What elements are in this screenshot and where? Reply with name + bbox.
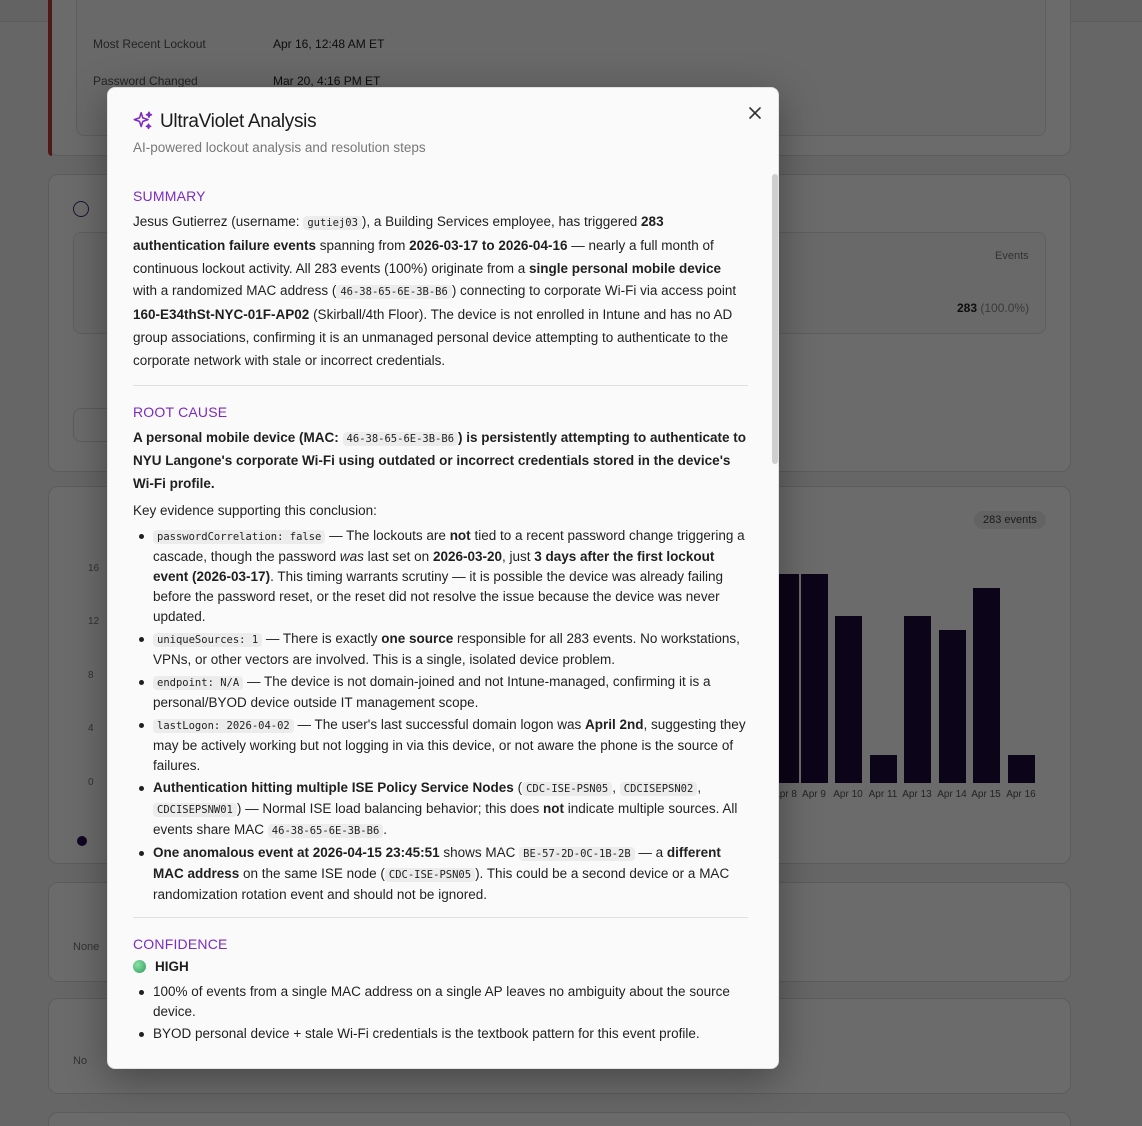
root-cause-heading: ROOT CAUSE bbox=[133, 403, 228, 420]
section-divider bbox=[133, 917, 748, 918]
summary-heading: SUMMARY bbox=[133, 188, 206, 204]
evidence-lead: Key evidence supporting this conclusion: bbox=[133, 502, 377, 518]
username-code: gutiej03 bbox=[303, 216, 362, 230]
modal-header bbox=[108, 88, 778, 178]
confidence-status-icon bbox=[133, 960, 146, 973]
evidence-item: endpoint: N/A — The device is not domain-joined and not Intune-managed, confirming it is a personal/BYOD device outside IT management scope. bbox=[153, 672, 748, 713]
evidence-item: uniqueSources: 1 — There is exactly one source responsible for all 283 events. No workstations, VPNs, or other vectors are involved. This is a single, isolated device problem. bbox=[153, 629, 748, 670]
mac-code: 46-38-65-6E-3B-B6 bbox=[336, 285, 451, 299]
confidence-heading: CONFIDENCE bbox=[133, 935, 228, 952]
confidence-level: HIGH bbox=[133, 959, 748, 974]
confidence-item: BYOD personal device + stale Wi-Fi credentials is the textbook pattern for this event profile. bbox=[153, 1024, 748, 1044]
confidence-list bbox=[133, 982, 748, 1044]
close-button[interactable] bbox=[744, 102, 766, 124]
confidence-item: 100% of events from a single MAC address on a single AP leaves no ambiguity about the source device. bbox=[153, 982, 748, 1022]
mac-code: 46-38-65-6E-3B-B6 bbox=[343, 432, 458, 446]
modal-title: UltraViolet Analysis bbox=[160, 111, 317, 132]
evidence-item: One anomalous event at 2026-04-15 23:45:51 shows MAC BE-57-2D-0C-1B-2B — a different MAC address on the same ISE node ( CDC-ISE-PSN05 ). This could be a second device or a MAC randomization rotation event and should not be ignored. bbox=[153, 843, 748, 905]
evidence-item: lastLogon: 2026-04-02 — The user's last successful domain logon was April 2nd, suggesting they may be actively working but not logging in via this device, or not aware the phone is the source of failures. bbox=[153, 715, 748, 776]
scrollbar[interactable] bbox=[772, 174, 778, 464]
section-divider bbox=[133, 385, 748, 386]
evidence-item: Authentication hitting multiple ISE Policy Service Nodes ( CDC-ISE-PSN05 , CDCISEPSN02 , CDCISEPSNW01 ) — Normal ISE load balancing behavior; this does not indicate multiple sources. All events share MAC 46-38-65-6E-3B-B6 . bbox=[153, 778, 748, 841]
modal-subtitle: AI-powered lockout analysis and resolution steps bbox=[133, 140, 426, 155]
evidence-item: passwordCorrelation: false — The lockouts are not tied to a recent password change triggering a cascade, though the password was last set on 2026-03-20, just 3 days after the first lockout event (2026-03-17). This timing warrants scrutiny — it is possible the device was already failing before the password reset, or the reset did not resolve the issue because the device was never updated. bbox=[153, 526, 748, 627]
modal-content bbox=[133, 188, 748, 1048]
sparkle-icon bbox=[132, 110, 154, 132]
close-icon bbox=[749, 107, 761, 119]
evidence-list bbox=[133, 526, 748, 905]
summary-paragraph: Jesus Gutierrez (username: gutiej03 ), a Building Services employee, has triggered 283 authentication failure events spanning from 2026-03-17 to 2026-04-16 — nearly a full month of continuous lockout activity. All 283 events (100%) originate from a single personal mobile device with a randomized MAC address ( 46-38-65-6E-3B-B6 ) connecting to corporate Wi-Fi via access point 160-E34thSt-NYC-01F-AP02 (Skirball/4th Floor). The device is not enrolled in Intune and has no AD group associations, confirming it is an unmanaged personal device attempting to authenticate to the corporate network with stale or incorrect credentials. bbox=[133, 214, 737, 368]
root-cause-statement: A personal mobile device (MAC: 46-38-65-6E-3B-B6 ) is persistently attempting to authenticate to NYU Langone's corporate Wi-Fi using outdated or incorrect credentials stored in the device's Wi-Fi profile. bbox=[133, 429, 747, 492]
ultraviolet-analysis-modal bbox=[107, 87, 779, 1069]
